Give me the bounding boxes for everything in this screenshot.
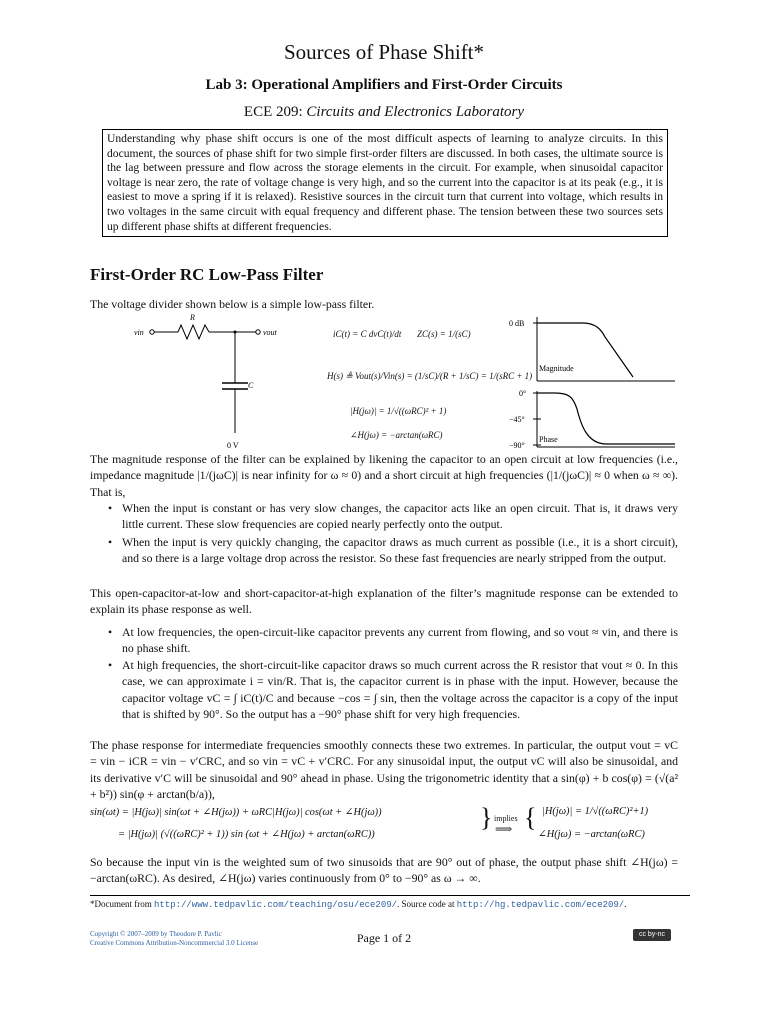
capacitor-current-equation: iC(t) = C dvC(t)/dt (333, 329, 402, 339)
list-item-text: When the input is very quickly changing, the capacitor draws as much current as possible (i.e., it is a short circuit), and so there is a large voltage drop across the resistor. So these fast frequencies are nearly stripped from the output. (122, 535, 678, 566)
course-code: ECE 209: (243, 104, 303, 120)
identity-block (90, 803, 680, 850)
transfer-function-equation: H(s) ≜ Vout(s)/Vin(s) = (1/sC)/(R + 1/sC) = 1/(sRC + 1) (327, 371, 533, 381)
license-link[interactable]: Creative Commons Attribution-Noncommercial 3.0 License (90, 939, 259, 947)
document-url-link[interactable]: http://www.tedpavlic.com/teaching/osu/ece209/ (153, 900, 398, 910)
bullet-icon: • (108, 501, 113, 515)
implies-label: implies (494, 814, 518, 823)
conclusion-paragraph: So because the input vin is the weighted sum of two sinusoids that are 90° out of phase, the output phase shift ∠H(jω) = −arctan(ωRC). As desired, ∠H(jω) varies continuously from 0° to −90° as ω → ∞. (90, 855, 678, 886)
phase-tick-0: 0° (519, 389, 527, 398)
identity-line-1: sin(ωt) = |H(jω)| sin(ωt + ∠H(jω)) + ωRC|H(jω)| cos(ωt + ∠H(jω)) (90, 807, 382, 818)
ground-label: 0 V (227, 441, 239, 450)
magnitude-caption: Magnitude (539, 364, 574, 373)
bullet-icon: • (108, 535, 113, 549)
phase-tick-90: −90° (509, 441, 525, 450)
capacitor-label: C (248, 381, 254, 390)
section-heading: First-Order RC Low-Pass Filter (90, 265, 324, 284)
list-item (108, 624, 678, 657)
magnitude-equation: |H(jω)| = 1/√((ωRC)² + 1) (350, 406, 447, 416)
footnote-mid: . Source code at (397, 899, 457, 909)
phase-tick-45: −45° (509, 415, 525, 424)
copyright-line: Copyright © 2007–2009 by Theodore P. Pavlic (90, 930, 222, 938)
list-item (108, 500, 678, 533)
list-item-text: At high frequencies, the short-circuit-like capacitor draws so much current across the R resistor that vout ≈ 0. In this case, we can approximate i = vin/R. That is, the capacitor current is in phase with the input. However, because the capacitor voltage vC = ∫ iC(t)/C and because −cos = ∫ sin, then the voltage across the capacitor is a copy of the input that is shifted by 90°. So the output has a −90° phase shift for very high frequencies. (122, 658, 678, 722)
identity-line-2: = |H(jω)| (√((ωRC)² + 1)) sin (ωt + ∠H(jω) + arctan(ωRC)) (118, 829, 375, 840)
list-item (108, 534, 678, 567)
course-line (0, 104, 768, 121)
extension-paragraph: This open-capacitor-at-low and short-capacitor-at-high explanation of the filter’s magnitude response can be extended to explain its phase response as well. (90, 586, 678, 617)
list-item (108, 657, 678, 723)
intermediate-paragraph: The phase response for intermediate frequencies smoothly connects these two extremes. In particular, the output vout = vC = vin − iCR = vin − v′CRC, and so vin = vC + v′CRC. For any sinusoidal input, the output vC will also be sinusoidal, and its derivative v′C will be sinusoidal and 90° ahead in phase. Using the trigonometric identity that a sin(φ) + b cos(φ) = (√(a² + b²)) sin(φ + arctan(b/a)), (90, 738, 678, 802)
implies-arrow: ⟹ (495, 822, 513, 836)
bullet-icon: • (108, 625, 113, 639)
left-brace: { (524, 803, 537, 832)
abstract-box: Understanding why phase shift occurs is one of the most difficult aspects of learning to analyze circuits. In this document, the sources of phase shift for two simple first-order filters are discussed. In both cases, the ultimate source is the lag between pressure and flow across the storage elements in the circuit. For example, when sinusoidal capacitor voltage is near zero, the rate of voltage change is very high, and so the current into the capacitor is at its peak (e.g., it is easiest to move a spring if it is relaxed). Resistive sources in the circuit turn that current into voltage, which results in two voltages in the same circuit with equal frequency and different phase. The tension between these two sources sets up different phase shifts at different frequencies. (102, 129, 668, 237)
cc-license-badge-icon[interactable]: cc by-nc (633, 929, 671, 941)
page-number: Page 1 of 2 (356, 931, 412, 945)
course-name: Circuits and Electronics Laboratory (306, 104, 525, 120)
magnitude-paragraph: The magnitude response of the filter can be explained by likening the capacitor to an open circuit at low frequencies (i.e., impedance magnitude |1/(jωC)| is near infinity for ω ≈ 0) and a short circuit at high frequencies (|1/(jωC)| ≈ 0 when ω ≈ ∞). That is, (90, 452, 678, 499)
phase-caption: Phase (539, 435, 558, 444)
intro-paragraph: The voltage divider shown below is a simple low-pass filter. (90, 297, 375, 311)
source-url-link[interactable]: http://hg.tedpavlic.com/ece209/ (456, 900, 625, 910)
rc-circuit-diagram (130, 308, 300, 453)
right-brace: } (480, 803, 493, 832)
vout-label: vout (263, 328, 277, 337)
document-title: Sources of Phase Shift* (283, 40, 485, 64)
bode-plot (505, 313, 680, 451)
document-subtitle: Lab 3: Operational Amplifiers and First-Order Circuits (205, 77, 563, 93)
bullet-icon: • (108, 658, 113, 672)
magnitude-axis-label: 0 dB (509, 319, 525, 328)
phase-equation: ∠H(jω) = −arctan(ωRC) (350, 430, 443, 440)
list-item-text: When the input is constant or has very slow changes, the capacitor acts like an open circuit. That is, it draws very little current. These slow frequencies are copied nearly perfectly onto the output. (122, 501, 678, 532)
list-item-text: At low frequencies, the open-circuit-like capacitor prevents any current from flowing, and so vout ≈ vin, and there is no phase shift. (122, 625, 678, 656)
footnote (90, 895, 690, 910)
footnote-suffix: . (624, 899, 627, 909)
vin-label: vin (134, 328, 144, 337)
footnote-prefix: *Document from (90, 899, 154, 909)
phase-result: ∠H(jω) = −arctan(ωRC) (538, 829, 645, 840)
resistor-label: R (190, 313, 195, 322)
capacitor-impedance-equation: ZC(s) = 1/(sC) (417, 329, 471, 339)
magnitude-result: |H(jω)| = 1/√((ωRC)²+1) (542, 806, 649, 817)
